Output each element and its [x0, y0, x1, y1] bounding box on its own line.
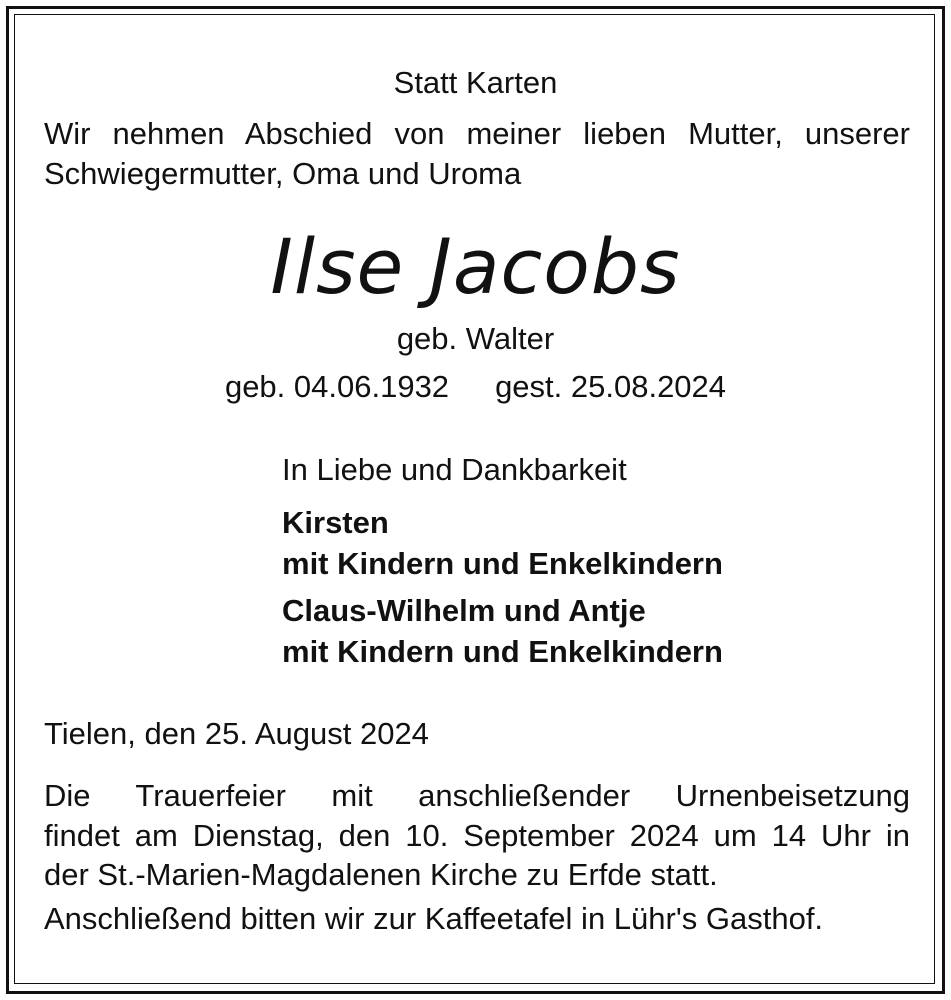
mourner-family: mit Kindern und Enkelkindern — [282, 634, 723, 669]
ceremony-line-1: Die Trauerfeier mit anschließender Urnenbeisetzung — [44, 778, 910, 813]
deceased-name: Ilse Jacobs — [270, 222, 681, 311]
maiden-name: geb. Walter — [396, 321, 555, 356]
sentiment-text: In Liebe und Dankbarkeit — [282, 452, 627, 487]
birth-date: geb. 04.06.1932 — [224, 369, 450, 404]
ceremony-line-2: findet am Dienstag, den 10. September 2024 um 14 Uhr in — [44, 818, 910, 853]
mourner-name: Claus-Wilhelm und Antje — [282, 593, 646, 628]
mourner-family: mit Kindern und Enkelkindern — [282, 546, 723, 581]
death-date: gest. 25.08.2024 — [495, 369, 727, 404]
mourner-name: Kirsten — [282, 505, 389, 540]
life-dates — [0, 368, 951, 406]
intro-line-2: Schwiegermutter, Oma und Uroma — [44, 156, 522, 191]
header-text: Statt Karten — [393, 65, 558, 100]
closing-text: Anschließend bitten wir zur Kaffeetafel in Lühr's Gasthof. — [44, 901, 824, 936]
place-date: Tielen, den 25. August 2024 — [44, 716, 429, 751]
ceremony-line-3: der St.-Marien-Magdalenen Kirche zu Erfde statt. — [44, 857, 718, 892]
intro-line-1: Wir nehmen Abschied von meiner lieben Mutter, unserer — [44, 116, 910, 151]
